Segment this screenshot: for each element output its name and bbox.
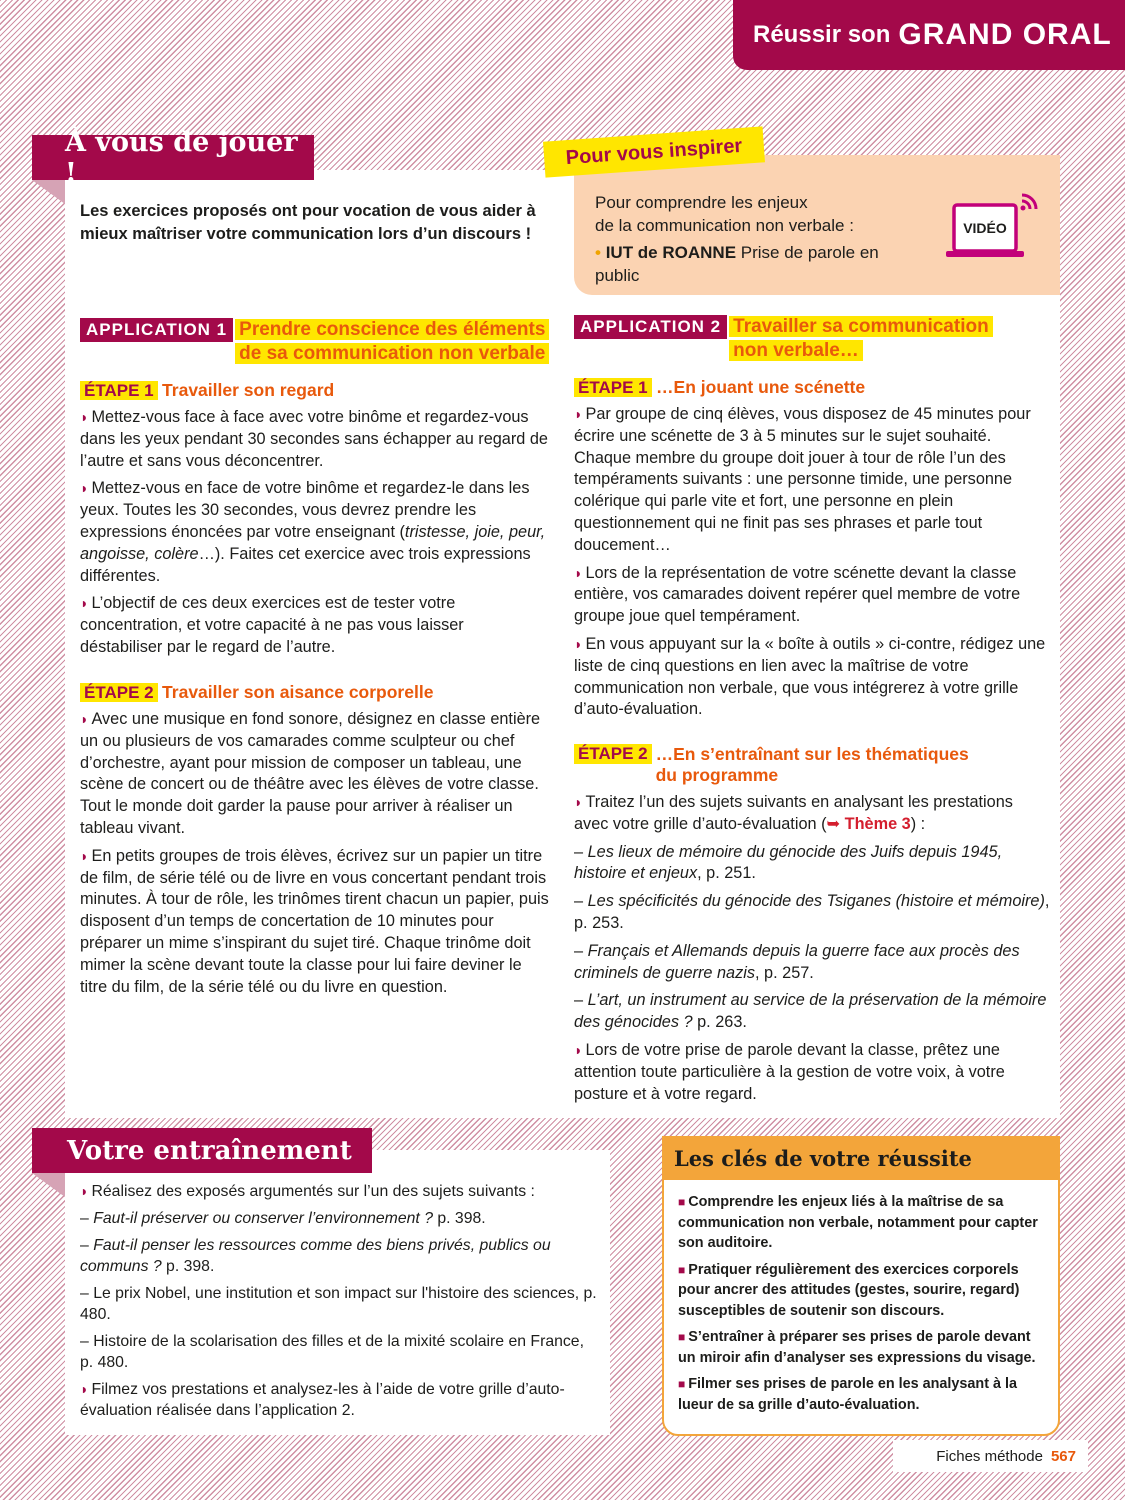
jouer-title: À vous de jouer ! — [32, 135, 314, 180]
list-item: ■ Filmer ses prises de parole en les analysant à la lueur de sa grille d’auto-évaluation. — [678, 1376, 1018, 1413]
square-bullet-icon: ■ — [678, 1195, 686, 1209]
paragraph: ◗ L’objectif de ces deux exercices est de tester votre concentration, et votre capacité à ne pas vous laisser déstabiliser par le regard de l’autre. — [80, 594, 464, 656]
app2-etape2-title-line1: …En s’entraînant sur les thématiques — [655, 744, 969, 764]
entrainement-title: Votre entraînement — [32, 1128, 372, 1173]
list-item: – L’art, un instrument au service de la préservation de la mémoire des génocides ? p. 263. — [574, 991, 1047, 1032]
app1-etape2 — [80, 682, 550, 1004]
app2-etape2 — [574, 744, 1050, 1111]
paragraph: ◗ Réalisez des exposés argumentés sur l’un des sujets suivants : — [80, 1183, 535, 1200]
triangle-bullet-icon: ◗ — [574, 635, 583, 652]
paragraph: ◗ Mettez-vous face à face avec votre binôme et regardez-vous dans les yeux pendant 30 secondes sans échapper au regard de l’autre et sans vous déconcentrer. — [80, 408, 548, 470]
app2-header — [574, 315, 1050, 363]
inspire-line2: de la communication non verbale : — [595, 215, 854, 235]
triangle-bullet-icon: ◗ — [80, 1183, 89, 1199]
list-item: ■ Comprendre les enjeux liés à la maîtrise de sa communication non verbale, notamment pour capter son auditoire. — [678, 1194, 1038, 1251]
inspire-source[interactable] — [595, 242, 925, 288]
app2-etape1-title: …En jouant une scénette — [656, 377, 866, 397]
triangle-bullet-icon: ◗ — [80, 595, 89, 612]
header-big-text: GRAND ORAL — [898, 18, 1112, 51]
list-item: ■ Pratiquer régulièrement des exercices corporels pour ancrer des attitudes (gestes, sourire, regard) susceptibles de soutenir son discours. — [678, 1261, 1020, 1319]
app1-header — [80, 318, 550, 366]
page-footer — [893, 1440, 1088, 1472]
page-number: 567 — [1050, 1447, 1076, 1465]
intro-text: Les exercices proposés ont pour vocation de vous aider à mieux maîtriser votre communication lors d’un discours ! — [80, 202, 536, 244]
title-fold-decoration — [32, 1173, 65, 1197]
paragraph: ◗ Traitez l’un des sujets suivants en analysant les prestations avec votre grille d’auto-évaluation (➥ Thème 3) : — [574, 793, 1013, 833]
paragraph: ◗ Avec une musique en fond sonore, désignez en classe entière un ou plusieurs de vos camarades comme sculpteur ou chef d’orchestre, ayant pour mission de composer un tableau, une scène de concert ou de théâtre avec les élèves de votre classe. Tout le monde doit garder la pause pour arriver à réaliser un tableau vivant. — [80, 710, 541, 837]
app2-etape1 — [574, 377, 1050, 727]
app2-title-line1: Travailler sa communication — [729, 316, 993, 337]
paragraph: ◗ Lors de votre prise de parole devant la classe, prêtez une attention toute particulière à la gestion de votre voix, à votre posture et à votre regard. — [574, 1040, 1005, 1103]
app2-etape2-title-line2: du programme — [655, 765, 779, 785]
square-bullet-icon: ■ — [678, 1377, 686, 1391]
triangle-bullet-icon: ◗ — [80, 480, 89, 497]
inspire-badge: Pour vous inspirer — [543, 126, 765, 177]
square-bullet-icon: ■ — [678, 1330, 686, 1344]
cles-title: Les clés de votre réussite — [662, 1136, 1060, 1180]
app2-etape2-label: ÉTAPE 2 — [574, 744, 652, 764]
square-bullet-icon: ■ — [678, 1262, 686, 1277]
paragraph: ◗ En petits groupes de trois élèves, écrivez sur un papier un titre de film, de série télé ou de livre en vous concertant pendant trois minutes. À tour de rôle, les trinômes tirent chacun un papier, puis disposent d’un temps de concertation de 10 minutes pour préparer un mime s’inspirant du sujet tiré. Chaque trinôme doit mimer la scène devant toute la classe pour lui faire deviner le titre du film, de la série télé ou du livre en question. — [80, 846, 549, 996]
list-item: – Les spécificités du génocide des Tsiganes (histoire et mémoire), p. 253. — [574, 892, 1050, 932]
app1-etape1-title: Travailler son regard — [162, 380, 335, 400]
app2-title-line2: non verbale… — [729, 340, 863, 361]
cles-list — [678, 1192, 1050, 1421]
inspire-line1: Pour comprendre les enjeux — [595, 193, 808, 212]
app1-title-line1: Prendre conscience des éléments — [235, 319, 549, 340]
triangle-bullet-icon: ◗ — [574, 406, 583, 422]
app1-etape1 — [80, 380, 550, 665]
triangle-bullet-icon: ◗ — [80, 409, 89, 425]
header-tab — [733, 0, 1125, 70]
paragraph: ◗ Par groupe de cinq élèves, vous disposez de 45 minutes pour écrire une scénette de 3 à 5 minutes sur le sujet souhaité. Chaque membre du groupe doit jouer à tour de rôle l’un des tempéraments suivants : une personne timide, une personne colérique qui parle vite et fort, une personne en plein questionnement qui ne finit pas ses phrases et parle tout doucement… — [574, 405, 1031, 554]
list-item: ■ S’entraîner à préparer ses prises de parole devant un miroir afin d’analyser ses expressions du visage. — [678, 1329, 1036, 1366]
paragraph: ◗ En vous appuyant sur la « boîte à outils » ci-contre, rédigez une liste de cinq questions en lien avec la maîtrise de votre communication non verbale, que vous intégrerez à votre grille d’auto-évaluation. — [574, 634, 1046, 719]
app1-etape2-title: Travailler son aisance corporelle — [162, 682, 434, 702]
footer-label: Fiches méthode — [936, 1447, 1043, 1465]
list-item: – Faut-il préserver ou conserver l’environnement ? p. 398. — [80, 1210, 486, 1227]
triangle-bullet-icon: ◗ — [80, 847, 89, 864]
title-fold-decoration — [32, 180, 65, 204]
app2-label: APPLICATION 2 — [574, 315, 727, 339]
triangle-bullet-icon: ◗ — [80, 1381, 89, 1397]
inspire-text — [595, 192, 925, 288]
app1-etape2-label: ÉTAPE 2 — [80, 683, 158, 702]
video-laptop-icon[interactable] — [940, 185, 1040, 265]
header-small-text: Réussir son — [753, 21, 891, 48]
paragraph: ◗ Filmez vos prestations et analysez-les à l’aide de votre grille d’auto-évaluation réalisée dans l’application 2. — [80, 1381, 565, 1419]
triangle-bullet-icon: ◗ — [574, 564, 583, 581]
app1-title-line2: de sa communication non verbale — [235, 343, 549, 364]
app1-etape1-label: ÉTAPE 1 — [80, 381, 158, 400]
triangle-bullet-icon: ◗ — [574, 794, 583, 810]
video-label: VIDÉO — [963, 220, 1007, 236]
entrainement-body — [80, 1181, 600, 1427]
triangle-bullet-icon: ◗ — [80, 711, 89, 727]
paragraph: ◗ Mettez-vous en face de votre binôme et regardez-le dans les yeux. Toutes les 30 secondes, vous devrez prendre les expressions énoncées par votre enseignant (tristesse, joie, peur, angoisse, colère…). Faites cet exercice avec trois expressions différentes. — [80, 479, 546, 585]
list-item: – Français et Allemands depuis la guerre face aux procès des criminels de guerre nazis, p. 257. — [574, 941, 1020, 982]
list-item: – Histoire de la scolarisation des filles et de la mixité scolaire en France, p. 480. — [80, 1333, 584, 1371]
list-item: – Faut-il penser les ressources comme des biens privés, publics ou communs ? p. 398. — [80, 1237, 551, 1275]
inspire-source-bold: IUT de ROANNE — [605, 242, 737, 262]
app2-etape1-label: ÉTAPE 1 — [574, 378, 652, 397]
theme-link[interactable]: ➥ Thème 3 — [826, 814, 911, 833]
inspire-source-rest: Prise de parole en public — [595, 242, 879, 285]
list-item: – Les lieux de mémoire du génocide des Juifs depuis 1945, histoire et enjeux, p. 251. — [574, 842, 1003, 883]
paragraph: ◗ Lors de la représentation de votre scénette devant la classe entière, vos camarades doivent repérer quel membre de votre groupe joue quel tempérament. — [574, 563, 1021, 626]
list-item: – Le prix Nobel, une institution et son impact sur l'histoire des sciences, p. 480. — [80, 1285, 597, 1323]
triangle-bullet-icon: ◗ — [574, 1041, 583, 1058]
app1-label: APPLICATION 1 — [80, 318, 233, 342]
bullet-icon: • — [595, 242, 601, 262]
